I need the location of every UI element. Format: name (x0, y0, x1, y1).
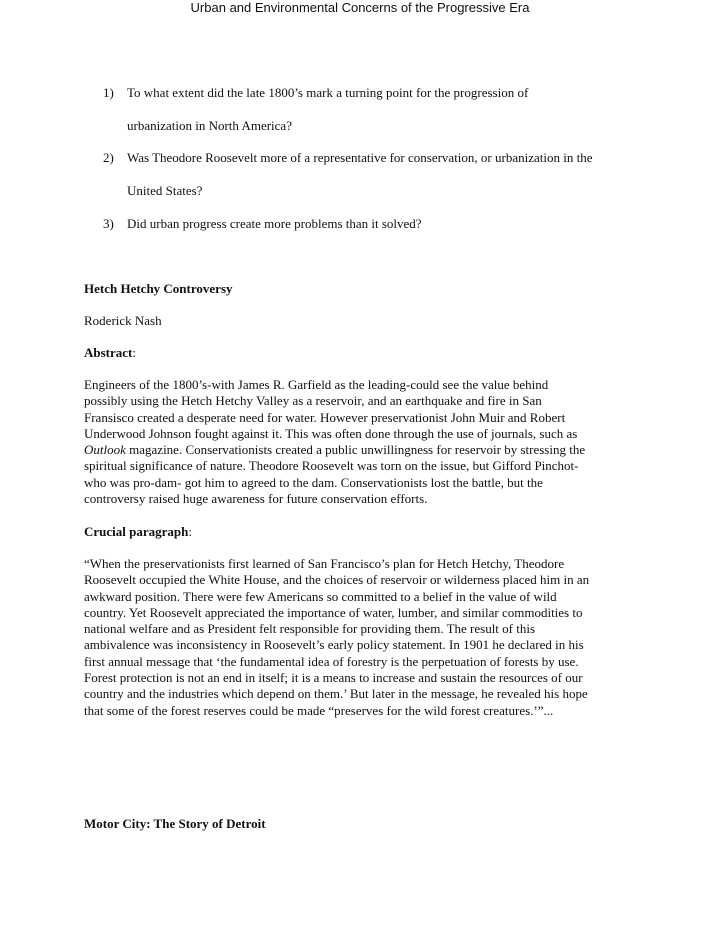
author: Roderick Nash (84, 313, 162, 328)
abstract-journal-name: Outlook (84, 442, 126, 458)
abstract-line: Underwood Johnson fought against it. This was often done through the use of journals, such as (84, 425, 578, 441)
abstract-paragraph (84, 377, 644, 507)
abstract-label: Abstract (84, 345, 133, 360)
section-title-motor-city: Motor City: The Story of Detroit (84, 816, 266, 831)
abstract-colon: : (132, 345, 137, 360)
crucial-heading (84, 524, 644, 540)
abstract-line: who was pro-dam- got him to agreed to the dam. Conservationists lost the battle, but the (84, 474, 543, 490)
crucial-colon: : (188, 524, 192, 539)
question-line: Did urban progress create more problems than it solved? (127, 216, 422, 231)
abstract-line: possibly using the Hetch Hetchy Valley as a reservoir, and an earthquake and fire in San (84, 393, 542, 409)
question-line: urbanization in North America? (127, 118, 292, 133)
abstract-line: spiritual significance of nature. Theodore Roosevelt was torn on the issue, but Gifford Pinchot- (84, 458, 579, 474)
page-header: Urban and Environmental Concerns of the Progressive Era (190, 0, 530, 15)
crucial-line: ambivalence was inconsistency in Roosevelt’s early policy statement. In 1901 he declared in his (84, 637, 584, 653)
abstract-line-rest: magazine. Conservationists created a public unwillingness for reservoir by stressing the (125, 442, 586, 458)
section-title-hetch-hetchy: Hetch Hetchy Controversy (84, 281, 233, 296)
question-line: To what extent did the late 1800’s mark a turning point for the progression of (127, 85, 529, 100)
abstract-heading (84, 345, 644, 361)
crucial-paragraph (84, 556, 644, 719)
question-line: Was Theodore Roosevelt more of a representative for conservation, or urbanization in the (127, 150, 593, 165)
abstract-line: Fransisco created a desperate need for water. However preservationist John Muir and Robert (84, 409, 566, 425)
question-line: United States? (127, 183, 203, 198)
abstract-line (84, 442, 644, 458)
question-number: 3) (103, 216, 114, 231)
crucial-line: Roosevelt occupied the White House, and the choices of reservoir or wilderness placed him in an (84, 572, 590, 588)
abstract-line: Engineers of the 1800’s-with James R. Garfield as the leading-could see the value behind (84, 377, 549, 392)
crucial-line: that some of the forest reserves could be made “preserves for the wild forest creatures.’”... (84, 702, 554, 718)
crucial-line: awkward position. There were few Americans so committed to a belief in the value of wild (84, 588, 557, 604)
abstract-line: controversy raised huge awareness for future conservation efforts. (84, 491, 428, 507)
crucial-line: Forest protection is not an end in itself; it is a means to increase and sustain the resources of our (84, 670, 583, 686)
crucial-line: “When the preservationists first learned of San Francisco’s plan for Hetch Hetchy, Theodore (84, 556, 565, 571)
crucial-label: Crucial paragraph (84, 524, 189, 539)
crucial-line: national welfare and as President felt responsible for providing them. The result of this (84, 621, 536, 637)
crucial-line: country. Yet Roosevelt appreciated the importance of water, lumber, and similar commodities to (84, 604, 583, 620)
crucial-line: country and the industries which depend on them.’ But later in the message, he revealed his hope (84, 686, 588, 702)
question-number: 1) (103, 85, 114, 100)
crucial-line: first annual message that ‘the fundamental idea of forestry is the perpetuation of forests by use. (84, 653, 579, 669)
question-number: 2) (103, 150, 114, 165)
